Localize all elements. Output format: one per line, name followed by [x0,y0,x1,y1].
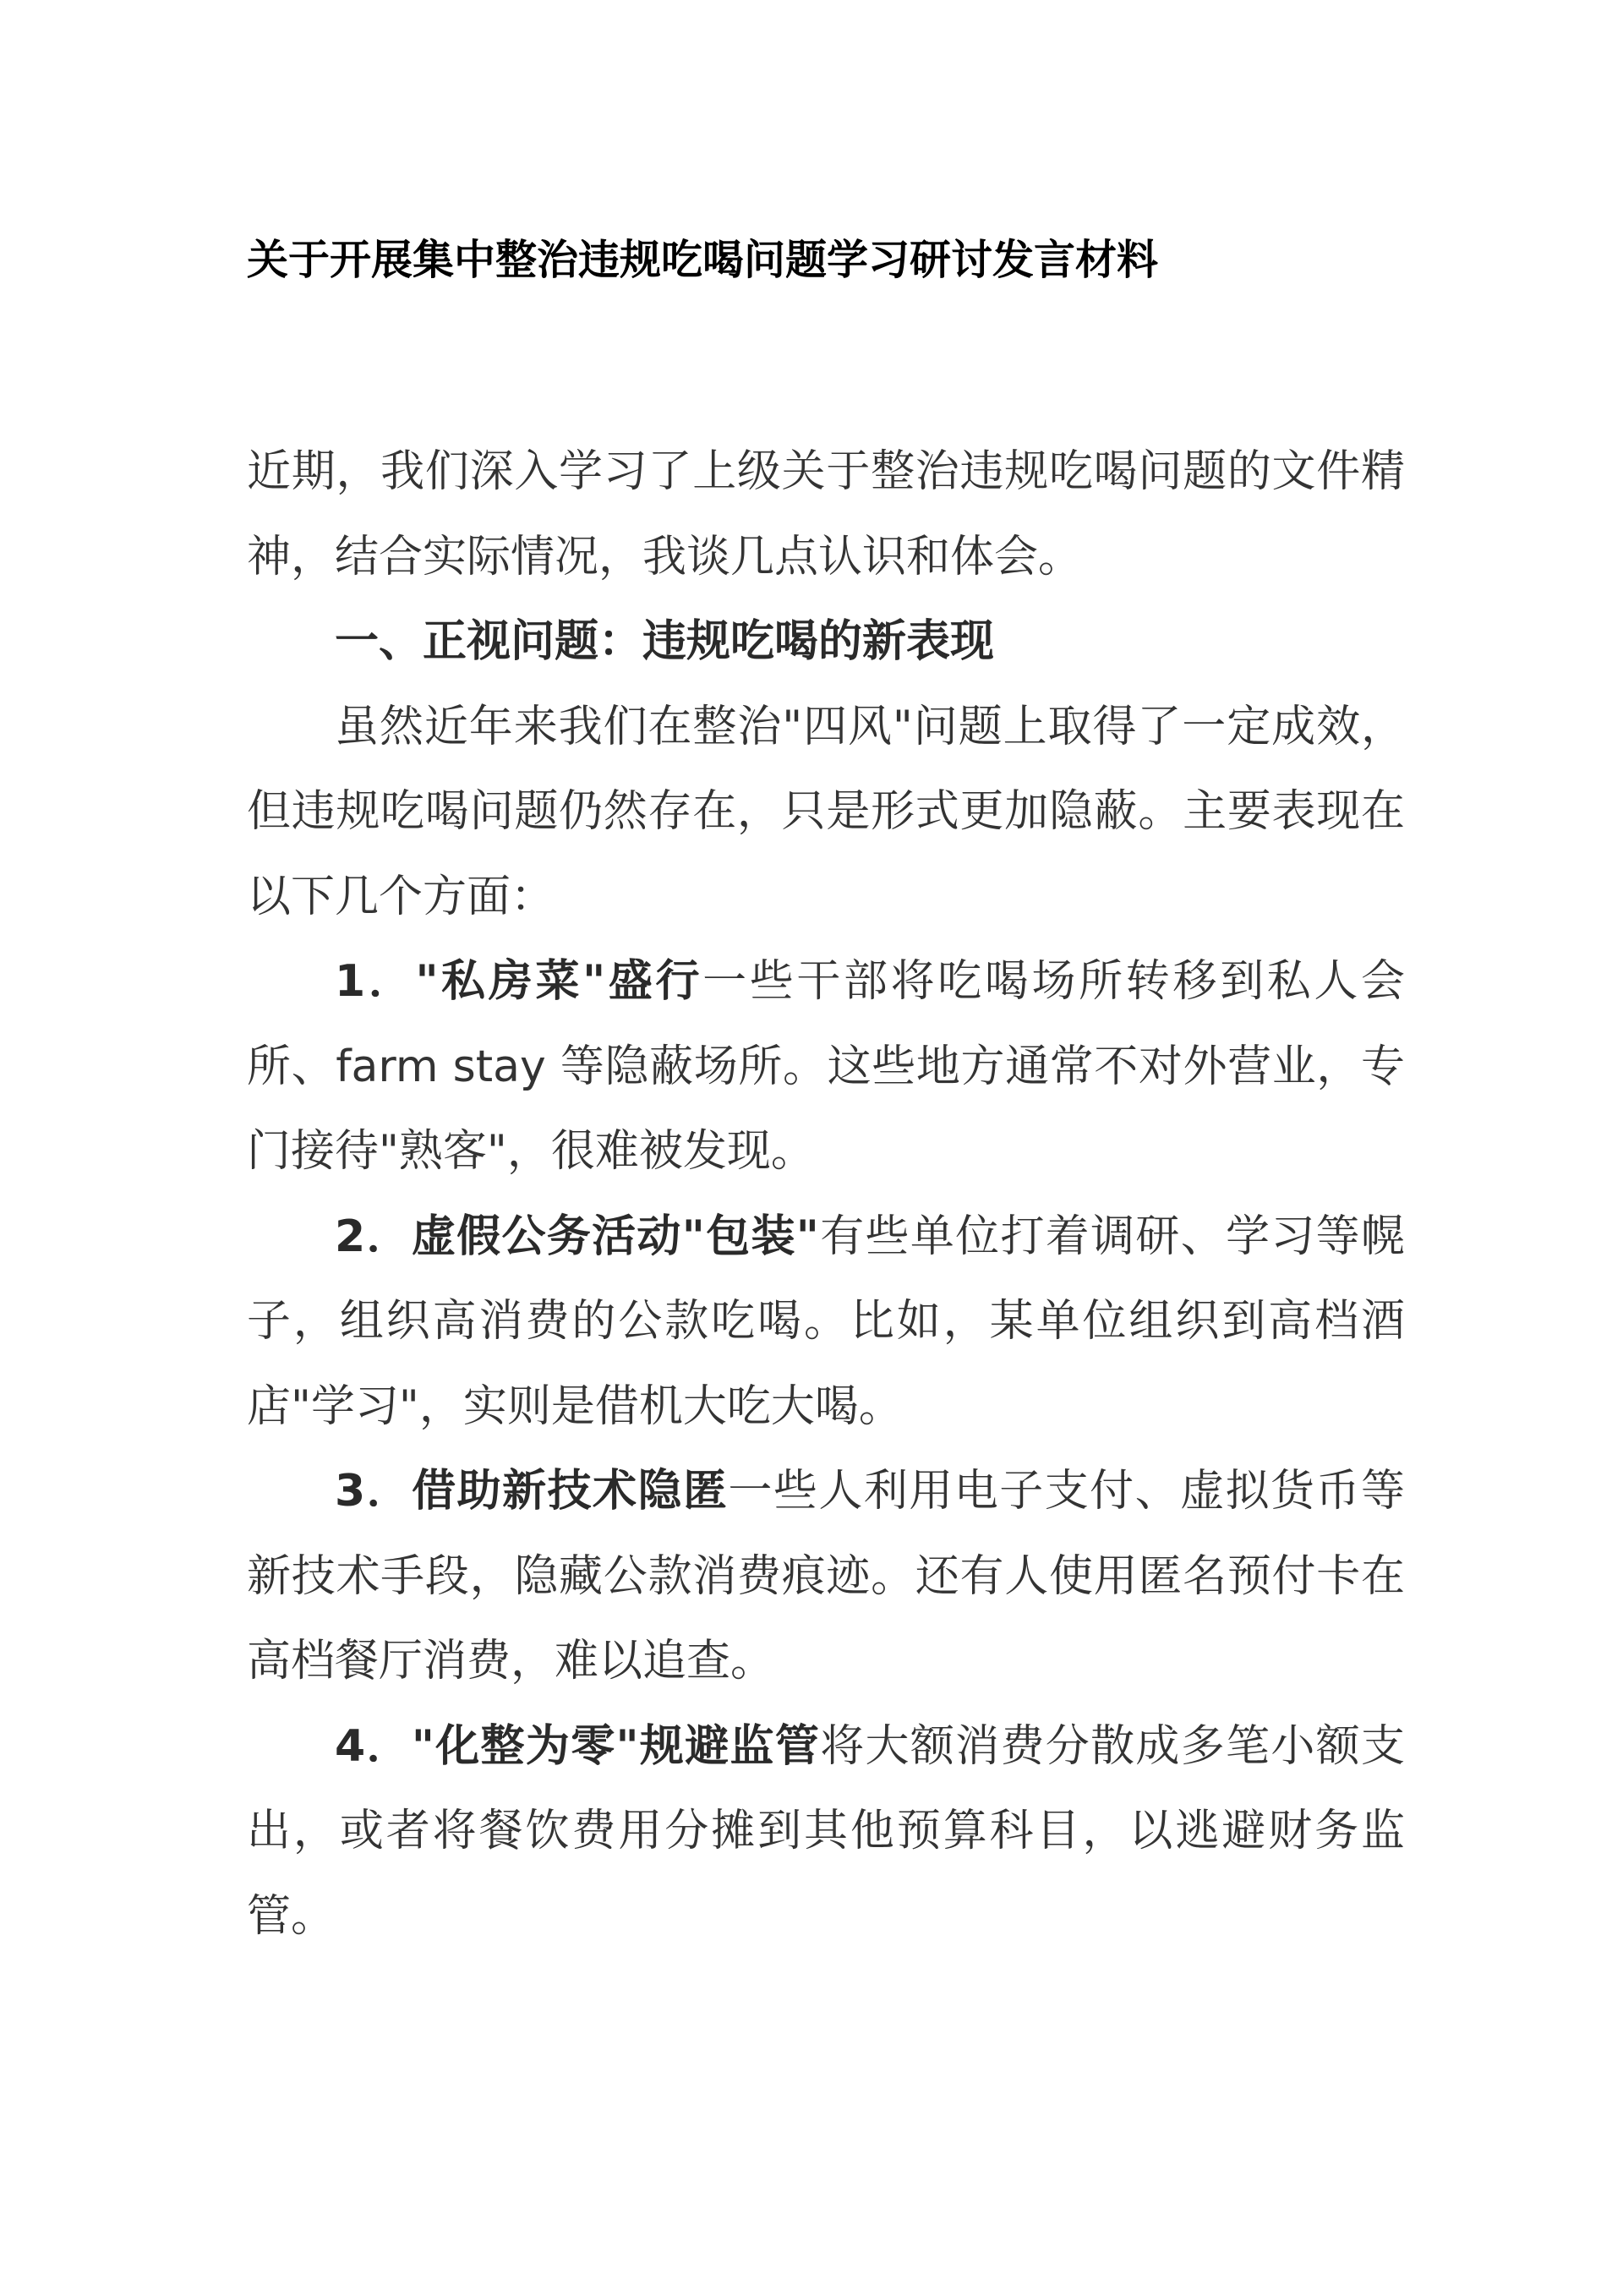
item-heading: 虚假公务活动"包装" [411,1211,819,1262]
item-text: 将大额消费分散成多笔小额支出，或者将餐饮费用分摊到其他预算科目，以逃避财务监管。 [247,1720,1405,1942]
item-heading: 借助新技术隐匿 [412,1466,729,1517]
section-intro-paragraph: 虽然近年来我们在整治"四风"问题上取得了一定成效，但违规吃喝问题仍然存在，只是形式更加隐蔽。主要表现在以下几个方面： [247,701,1405,922]
item-number: 1． [335,956,416,1007]
item-text: 一些人利用电子支付、虚拟货币等新技术手段，隐藏公款消费痕迹。还有人使用匿名预付卡在高档餐厅消费，难以追查。 [247,1466,1405,1686]
document-title: 关于开展集中整治违规吃喝问题学习研讨发言材料 [247,236,1159,284]
item-text: 有些单位打着调研、学习等幌子，组织高消费的公款吃喝。比如，某单位组织到高档酒店"学习"，实则是借机大吃大喝。 [247,1211,1405,1432]
item-text: 一些干部将吃喝场所转移到私人会所、farm stay 等隐蔽场所。这些地方通常不对外营业，专门接待"熟客"，很难被发现。 [247,956,1405,1177]
document-body [247,429,1405,1959]
list-item [247,1449,1405,1704]
list-item [247,1194,1405,1450]
item-heading: "私房菜"盛行 [415,956,703,1007]
section-heading: 一、正视问题：违规吃喝的新表现 [335,616,995,667]
list-item [247,939,1405,1194]
intro-paragraph: 近期，我们深入学习了上级关于整治违规吃喝问题的文件精神，结合实际情况，我谈几点认识和体会。 [247,446,1405,582]
item-number: 2． [335,1211,412,1262]
list-item [247,1704,1405,1960]
item-number: 3． [335,1466,413,1517]
item-number: 4． [335,1720,412,1772]
item-heading: "化整为零"规避监管 [411,1720,821,1772]
